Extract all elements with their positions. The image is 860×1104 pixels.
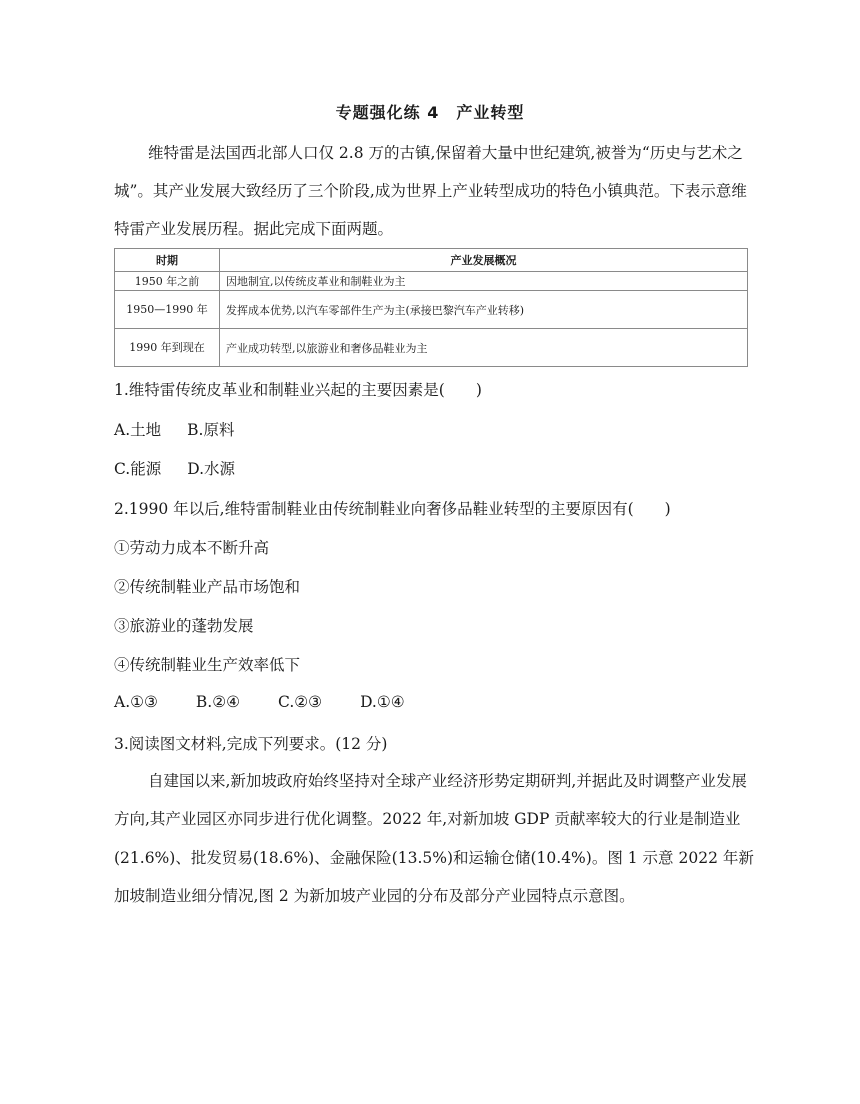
q2-option-a: A.①③ xyxy=(114,693,158,711)
period-cell: 1990 年到现在 xyxy=(115,329,220,367)
description-cell: 因地制宜,以传统皮革业和制鞋业为主 xyxy=(220,272,748,291)
q2-item-4: ④传统制鞋业生产效率低下 xyxy=(114,656,301,674)
question-3-passage: 自建国以来,新加坡政府始终坚持对全球产业经济形势定期研判,并据此及时调整产业发展方向,其产业园区亦同步进行优化调整。2022 年,对新加坡 GDP 贡献率较大的行业是制造业(21.6%)、批发贸易(18.6%)、金融保险(13.5%)和运输仓储(10.4%)。图 1 示意 2022 年新加坡制造业细分情况,图 2 为新加坡产业园的分布及部分产业园特点示意图。 xyxy=(114,772,754,906)
period-cell: 1950 年之前 xyxy=(115,272,220,291)
question-2-stem: 2.1990 年以后,维特雷制鞋业由传统制鞋业向奢侈品鞋业转型的主要原因有( ) xyxy=(114,500,671,518)
q1-option-d: D.水源 xyxy=(187,460,236,478)
intro-paragraph: 维特雷是法国西北部人口仅 2.8 万的古镇,保留着大量中世纪建筑,被誉为“历史与艺术之城”。其产业发展大致经历了三个阶段,成为世界上产业转型成功的特色小镇典范。下表示意维特雷产业发展历程。据此完成下面两题。 xyxy=(114,144,747,238)
period-cell: 1950—1990 年 xyxy=(115,291,220,329)
table-row xyxy=(115,329,748,367)
question-1-options-row-2 xyxy=(114,457,261,479)
description-cell: 发挥成本优势,以汽车零部件生产为主(承接巴黎汽车产业转移) xyxy=(220,291,748,329)
q2-option-b: B.②④ xyxy=(195,693,241,711)
q2-item-3: ③旅游业的蓬勃发展 xyxy=(114,617,254,635)
q1-option-c: C.能源 xyxy=(114,460,162,478)
q2-option-d: D.①④ xyxy=(360,693,405,711)
table-row xyxy=(115,272,748,291)
page-title: 专题强化练 4 产业转型 xyxy=(335,103,525,122)
table-row xyxy=(115,291,748,329)
q2-item-1: ①劳动力成本不断升高 xyxy=(114,539,270,557)
q1-option-a: A.土地 xyxy=(114,421,162,439)
q2-option-c: C.②③ xyxy=(278,693,323,711)
description-cell: 产业成功转型,以旅游业和奢侈品鞋业为主 xyxy=(220,329,748,367)
table-header-row xyxy=(115,249,748,272)
header-period: 时期 xyxy=(115,249,220,272)
header-description: 产业发展概况 xyxy=(220,249,748,272)
industry-history-table xyxy=(114,248,748,367)
question-1-options-row-1 xyxy=(114,418,260,440)
q2-item-2: ②传统制鞋业产品市场饱和 xyxy=(114,578,301,596)
question-3-stem: 3.阅读图文材料,完成下列要求。(12 分) xyxy=(114,735,388,753)
question-2-options xyxy=(114,693,443,711)
question-1-stem: 1.维特雷传统皮革业和制鞋业兴起的主要因素是( ) xyxy=(114,381,482,399)
q1-option-b: B.原料 xyxy=(187,421,235,439)
